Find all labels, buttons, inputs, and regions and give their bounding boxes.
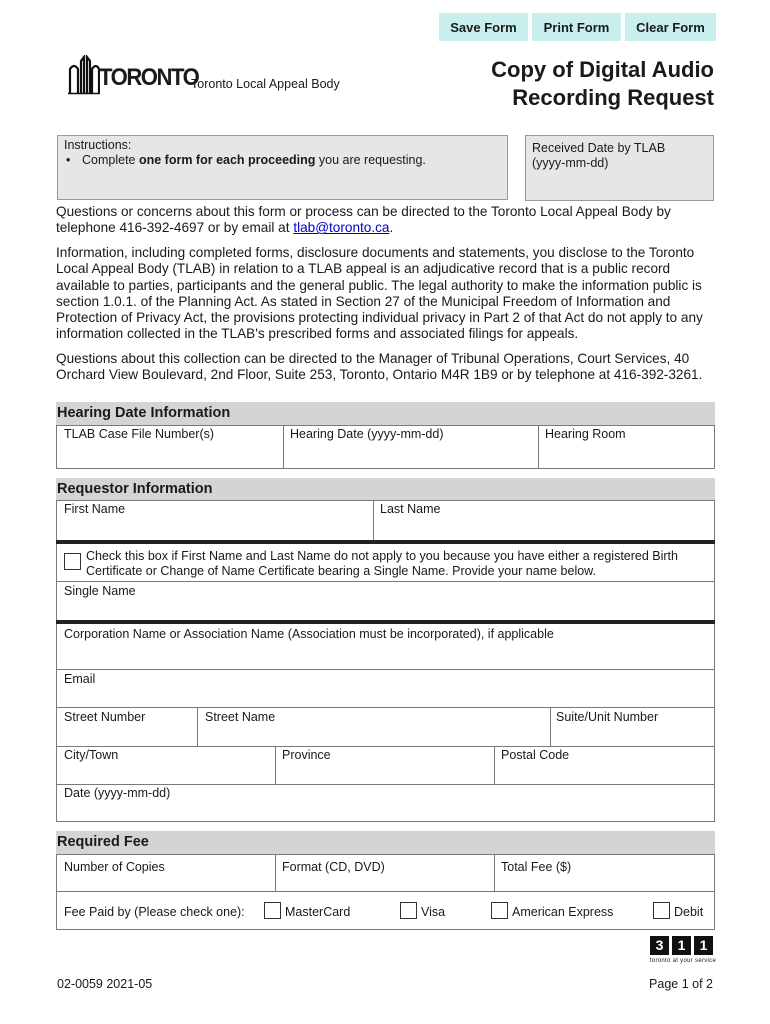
single-name-checkbox[interactable] <box>64 553 81 570</box>
visa-label: Visa <box>421 905 446 919</box>
instructions-heading: Instructions: <box>64 138 132 152</box>
single-name-checkbox-label: Check this box if First Name and Last Name do not apply to you because you have either a registered Birth Certificate or Change of Name Certificate bearing a Single Name. Provide your name below. <box>86 549 678 578</box>
311-digit-1b: 1 <box>694 936 713 955</box>
visa-checkbox[interactable] <box>400 902 417 919</box>
fee-section-heading: Required Fee <box>56 831 715 854</box>
total-fee-field[interactable]: Total Fee ($) <box>501 860 572 874</box>
311-digit-1a: 1 <box>672 936 691 955</box>
311-digit-3: 3 <box>650 936 669 955</box>
toronto-logo <box>68 55 199 97</box>
instructions-bullet: • Complete one form for each proceeding you are requesting. <box>66 153 426 167</box>
privacy-paragraph: Information, including completed forms, disclosure documents and statements, you disclose to the Toronto Local Appeal Body (TLAB) in relation to a TLAB appeal is an adjudicative record that is a public record available to parties, participants and the general public. The legal authority to make the information public is section 1.0.1. of the Planning Act. As stated in Section 27 of the Municipal Freedom of Information and Protection of Privacy Act, the provisions protecting individual privacy in Part 2 of that Act do not apply to any information collected in the TLAB's prescribed forms and associated filings for appeals. <box>56 245 703 342</box>
instructions-box <box>57 135 508 200</box>
311-tagline: toronto at your service <box>649 958 717 964</box>
received-date-format: (yyyy-mm-dd) <box>532 156 609 170</box>
mastercard-label: MasterCard <box>285 905 351 919</box>
received-date-label: Received Date by TLAB <box>532 141 666 155</box>
collection-paragraph: Questions about this collection can be directed to the Manager of Tribunal Operations, Court Services, 40 Orchard View Boulevard, 2nd Floor, Suite 253, Toronto, Ontario M4R 1B9 or by telephone at 416-392-3261. <box>56 351 703 383</box>
org-name: Toronto Local Appeal Body <box>191 77 340 91</box>
city-hall-icon <box>68 55 100 95</box>
form-title <box>491 56 714 112</box>
save-form-button[interactable]: Save Form <box>439 13 528 41</box>
logo-wordmark: TORONTO <box>99 64 199 91</box>
format-field[interactable]: Format (CD, DVD) <box>282 860 385 874</box>
requestor-section-heading: Requestor Information <box>56 478 715 501</box>
hearing-date-field[interactable]: Hearing Date (yyyy-mm-dd) <box>290 427 444 441</box>
last-name-field[interactable]: Last Name <box>380 502 441 516</box>
single-name-field[interactable]: Single Name <box>64 584 136 598</box>
date-field[interactable]: Date (yyyy-mm-dd) <box>64 786 171 800</box>
received-date-box[interactable] <box>525 135 714 201</box>
street-name-field[interactable]: Street Name <box>205 710 276 724</box>
debit-label: Debit <box>674 905 704 919</box>
print-form-button[interactable]: Print Form <box>532 13 621 41</box>
postal-code-field[interactable]: Postal Code <box>501 748 570 762</box>
hearing-section-heading: Hearing Date Information <box>56 402 715 425</box>
case-file-field[interactable]: TLAB Case File Number(s) <box>64 427 215 441</box>
province-field[interactable]: Province <box>282 748 331 762</box>
fee-paid-by-label: Fee Paid by (Please check one): <box>64 905 245 919</box>
email-field[interactable]: Email <box>64 672 96 686</box>
copies-field[interactable]: Number of Copies <box>64 860 165 874</box>
page-number: Page 1 of 2 <box>649 977 713 991</box>
clear-form-button[interactable]: Clear Form <box>625 13 716 41</box>
first-name-field[interactable]: First Name <box>64 502 126 516</box>
bullet-icon: • <box>66 153 71 167</box>
american-express-checkbox[interactable] <box>491 902 508 919</box>
email-link[interactable]: tlab@toronto.ca <box>293 220 390 236</box>
mastercard-checkbox[interactable] <box>264 902 281 919</box>
form-code: 02-0059 2021-05 <box>57 977 153 991</box>
debit-checkbox[interactable] <box>653 902 670 919</box>
corporation-name-field[interactable]: Corporation Name or Association Name (Association must be incorporated), if applicable <box>64 627 554 641</box>
city-field[interactable]: City/Town <box>64 748 119 762</box>
contact-paragraph: Questions or concerns about this form or process can be directed to the Toronto Local Appeal Body by telephone 416-392-4697 or by email at tlab@toronto.ca. <box>56 204 671 236</box>
hearing-room-field[interactable]: Hearing Room <box>545 427 626 441</box>
form-title-line2: Recording Request <box>512 85 714 110</box>
suite-unit-field[interactable]: Suite/Unit Number <box>556 710 659 724</box>
form-title-line1: Copy of Digital Audio <box>491 57 714 82</box>
311-logo <box>646 936 718 966</box>
street-number-field[interactable]: Street Number <box>64 710 146 724</box>
american-express-label: American Express <box>512 905 614 919</box>
